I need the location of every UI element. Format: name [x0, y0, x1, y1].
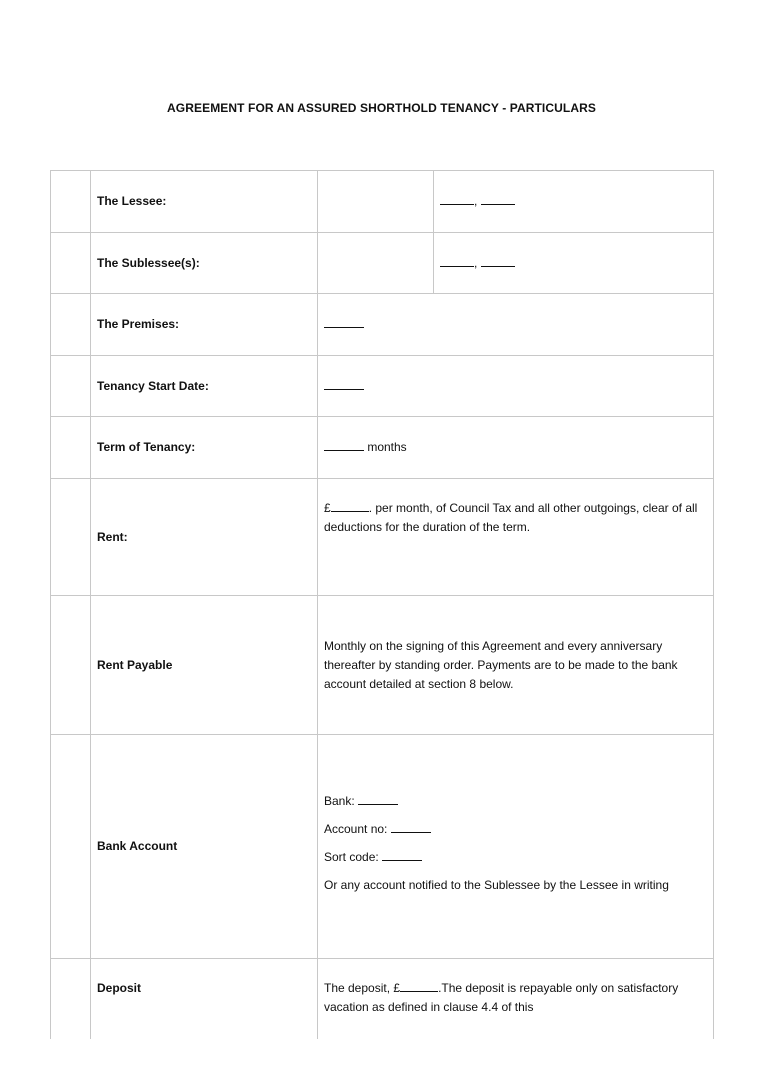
blank-line: [324, 315, 364, 328]
row-number-cell: [51, 596, 91, 735]
start-date-label: Tenancy Start Date:: [91, 356, 318, 417]
premises-value: [318, 294, 714, 356]
sublessee-name-cell: [318, 233, 434, 294]
deposit-value: [318, 959, 714, 1039]
sublessee-blank-pair: ,: [434, 233, 714, 294]
row-rent-payable: [51, 596, 714, 735]
rent-payable-value: Monthly on the signing of this Agreement and every anniversary thereafter by standing order. Payments are to be made to the bank account detailed at section 8 below.: [318, 596, 714, 735]
row-rent: [51, 479, 714, 596]
row-number-cell: [51, 356, 91, 417]
deposit-prefix: The deposit, £: [324, 981, 401, 995]
blank-line: [481, 254, 515, 267]
row-number-cell: [51, 233, 91, 294]
lessee-blank-pair: ,: [434, 171, 714, 233]
deposit-text: .The deposit is repayable only on satisfactory vacation as defined in clause 4.4 of this: [324, 981, 679, 1014]
lessee-label: The Lessee:: [91, 171, 318, 233]
blank-line: [324, 377, 364, 390]
blank-line: [324, 438, 364, 451]
blank-line: [440, 254, 474, 267]
account-line: [324, 820, 707, 839]
term-label: Term of Tenancy:: [91, 417, 318, 479]
row-number-cell: [51, 959, 91, 1039]
blank-line: [358, 792, 398, 805]
row-bank-account: [51, 735, 714, 959]
row-start-date: [51, 356, 714, 417]
document-title: AGREEMENT FOR AN ASSURED SHORTHOLD TENANCY - PARTICULARS: [167, 101, 596, 115]
row-number-cell: [51, 735, 91, 959]
bank-account-note: Or any account notified to the Sublessee by the Lessee in writing: [324, 878, 669, 892]
blank-line: [400, 979, 438, 992]
blank-line: [481, 192, 515, 205]
lessee-name-cell: [318, 171, 434, 233]
start-date-value: [318, 356, 714, 417]
premises-label: The Premises:: [91, 294, 318, 356]
rent-label: Rent:: [91, 479, 318, 596]
particulars-table: [50, 170, 714, 1039]
rent-payable-label: Rent Payable: [91, 596, 318, 735]
blank-line: [331, 499, 369, 512]
blank-line: [382, 848, 422, 861]
bank-name-label: Bank:: [324, 794, 359, 808]
row-number-cell: [51, 294, 91, 356]
row-number-cell: [51, 417, 91, 479]
row-sublessee: [51, 233, 714, 294]
term-value: [318, 417, 714, 479]
blank-line: [440, 192, 474, 205]
row-term: [51, 417, 714, 479]
row-premises: [51, 294, 714, 356]
bank-line: [324, 792, 707, 811]
rent-prefix: £: [324, 501, 331, 515]
rent-value: [318, 479, 714, 596]
sublessee-label: The Sublessee(s):: [91, 233, 318, 294]
term-suffix: months: [364, 440, 407, 454]
blank-line: [391, 820, 431, 833]
bank-account-label: Bank Account: [91, 735, 318, 959]
row-deposit: [51, 959, 714, 1039]
sort-code-line: [324, 848, 707, 867]
sort-code-label: Sort code:: [324, 850, 383, 864]
account-no-label: Account no:: [324, 822, 391, 836]
row-number-cell: [51, 171, 91, 233]
rent-text: . per month, of Council Tax and all other outgoings, clear of all deductions for the duration of the term.: [324, 501, 698, 534]
row-number-cell: [51, 479, 91, 596]
deposit-label: Deposit: [91, 959, 318, 1039]
bank-account-value: [318, 735, 714, 959]
row-lessee: [51, 171, 714, 233]
